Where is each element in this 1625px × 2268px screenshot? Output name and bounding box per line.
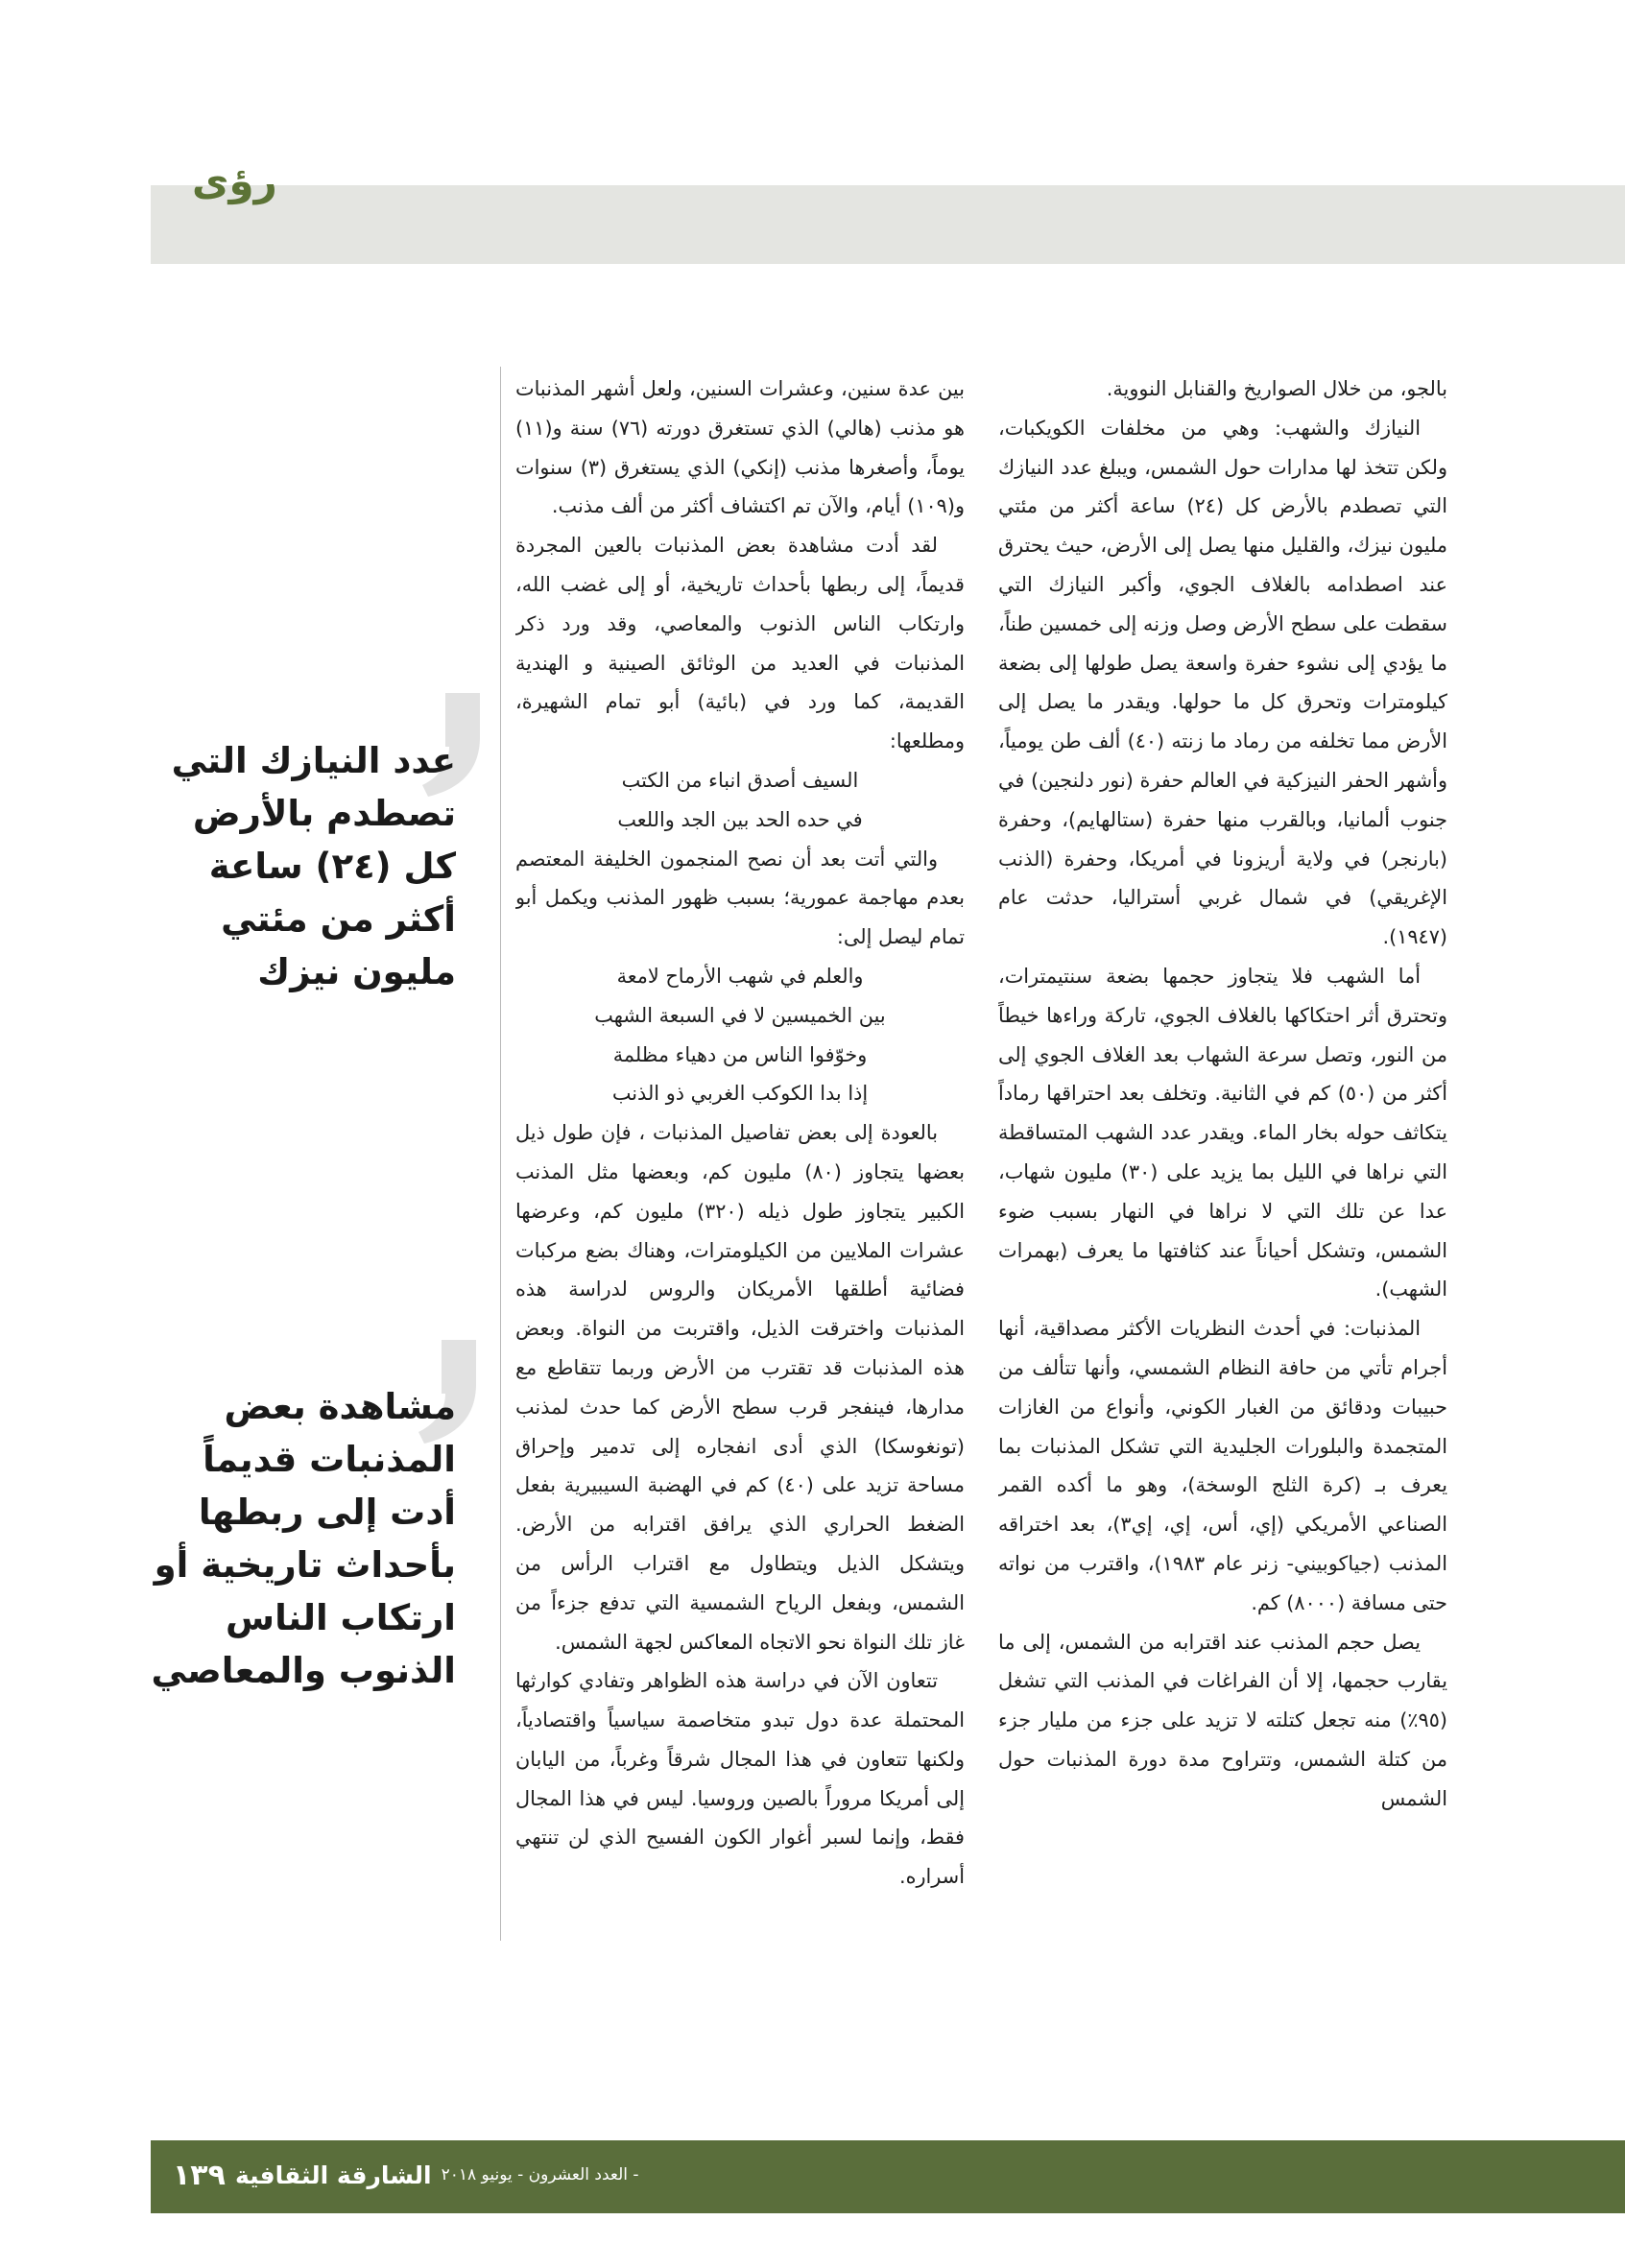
poem-verse: السيف أصدق انباء من الكتب (621, 768, 859, 792)
poem-verse: والعلم في شهب الأرماح لامعة (616, 964, 864, 988)
article-column-middle (515, 370, 965, 1929)
page-number: ١٣٩ (173, 2158, 226, 2192)
paragraph: يصل حجم المذنب عند اقترابه من الشمس، إلى ما يقارب حجمها، إلا أن الفراغات في المذنب التي تشغل (٩٥٪) منه تجعل كتلته لا تزيد على جزء من مليار جزء من كتلة الشمس، وتتراوح مدة دورة المذنبات حول الشمس (998, 1630, 1447, 1810)
paragraph: بين عدة سنين، وعشرات السنين، ولعل أشهر المذنبات هو مذنب (هالي) الذي تستغرق دورته (٧٦) سنة و(١١) يوماً، وأصغرها مذنب (إنكي) الذي يستغرق (٣) سنوات و(١٠٩) أيام، والآن تم اكتشاف أكثر من ألف مذنب. (515, 377, 965, 518)
paragraph: لقد أدت مشاهدة بعض المذنبات بالعين المجردة قديماً، إلى ربطها بأحداث تاريخية، أو إلى غضب الله، وارتكاب الناس الذنوب والمعاصي، وقد ورد ذكر المذنبات في العديد من الوثائق الصينية و الهندية القديمة، كما ورد في (بائية) أبو تمام الشهيرة، ومطلعها: (515, 534, 965, 753)
column-divider (500, 367, 501, 1941)
pull-quote: مشاهدة بعض المذنبات قديماً أدت إلى ربطها بأحداث تاريخية أو ارتكاب الناس الذنوب والمعاصي (151, 1386, 456, 1691)
poem-verse: في حده الحد بين الجد واللعب (617, 807, 863, 831)
paragraph: بالجو، من خلال الصواريخ والقنابل النووية. (1106, 377, 1447, 400)
section-label: رؤى (192, 157, 277, 204)
issue-label: العدد العشرون - يونيو ٢٠١٨ - (441, 2165, 639, 2184)
paragraph: النيازك والشهب: وهي من مخلفات الكويكبات، ولكن تتخذ لها مدارات حول الشمس، ويبلغ عدد النيازك التي تصطدم بالأرض كل (٢٤) ساعة أكثر من مئتي مليون نيزك، والقليل منها يصل إلى الأرض، حيث يحترق عند اصطدامه بالغلاف الجوي، وأكبر النيازك التي سقطت على سطح الأرض وصل وزنه إلى خمسين طناً، ما يؤدي إلى نشوء حفرة واسعة يصل طولها إلى بضعة كيلومترات وتحرق كل ما حولها. ويقدر ما يصل إلى الأرض مما تخلفه من رماد ما زنته (٤٠) ألف طن يومياً، وأشهر الحفر النيزكية في العالم حفرة (نور دلنجين) في جنوب ألمانيا، وبالقرب منها حفرة (ستالهايم)، وحفرة (بارنجر) في ولاية أريزونا في أمريكا، وحفرة (الذنب الإغريقي) في شمال غربي أستراليا، حدثت عام (١٩٤٧). (998, 416, 1447, 949)
article-column-right (998, 370, 1447, 1929)
paragraph: والتي أتت بعد أن نصح المنجمون الخليفة المعتصم بعدم مهاجمة عمورية؛ بسبب ظهور المذنب ويكمل أبو تمام ليصل إلى: (515, 847, 965, 949)
paragraph: تتعاون الآن في دراسة هذه الظواهر وتفادي كوارثها المحتملة عدة دول تبدو متخاصمة سياسياً واقتصادياً، ولكنها تتعاون في هذا المجال شرقاً وغرباً، من اليابان إلى أمريكا مروراً بالصين وروسيا. ليس في هذا المجال فقط، وإنما لسبر أغوار الكون الفسيح الذي لن تنتهي أسراره. (515, 1669, 965, 1889)
pull-quote: عدد النيازك التي تصطدم بالأرض كل (٢٤) ساعة أكثر من مئتي مليون نيزك (171, 740, 456, 992)
footer-info (173, 2154, 639, 2196)
poem-verse: وخوّفوا الناس من دهياء مظلمة (612, 1042, 868, 1066)
paragraph: بالعودة إلى بعض تفاصيل المذنبات ، فإن طول ذيل بعضها يتجاوز (٨٠) مليون كم، وبعضها مثل المذنب الكبير يتجاوز طول ذيله (٣٢٠) مليون كم، وعرضها عشرات الملايين من الكيلومترات، وهناك بضع مركبات فضائية أطلقها الأمريكان والروس لدراسة هذه المذنبات واخترقت الذيل، واقتربت من النواة. وبعض هذه المذنبات قد تقترب من الأرض وربما تتقاطع مع مدارها، فينفجر قرب سطح الأرض كما حدث لمذنب (تونغوسكا) الذي أدى انفجاره إلى تدمير وإحراق مساحة تزيد على (٤٠) كم في الهضبة السيبيرية بفعل الضغط الحراري الذي يرافق اقترابه من الأرض. ويتشكل الذيل ويتطاول مع اقتراب الرأس من الشمس، وبفعل الرياح الشمسية التي تدفع جزءاً من غاز تلك النواة نحو الاتجاه المعاكس لجهة الشمس. (515, 1121, 965, 1654)
paragraph: أما الشهب فلا يتجاوز حجمها بضعة سنتيمترات، وتحترق أثر احتكاكها بالغلاف الجوي، تاركة وراءها خيطاً من النور، وتصل سرعة الشهاب بعد الغلاف الجوي إلى أكثر من (٥٠) كم في الثانية. وتخلف بعد احتراقها رماداً يتكاثف حوله بخار الماء. ويقدر عدد الشهب المتساقطة التي نراها في الليل بما يزيد على (٣٠) مليون شهاب، عدا عن تلك التي لا نراها في النهار بسبب ضوء الشمس، وتشكل أحياناً عند كثافتها ما يعرف (بهمرات الشهب). (998, 964, 1447, 1301)
magazine-logo: الشارقة الثقافية (234, 2161, 432, 2189)
poem-verse: بين الخميسين لا في السبعة الشهب (594, 1003, 886, 1027)
paragraph: المذنبات: في أحدث النظريات الأكثر مصداقية، أنها أجرام تأتي من حافة النظام الشمسي، وأنها تتألف من حبيبات ودقائق من الغبار الكوني، وأنواع من الغازات المتجمدة والبلورات الجليدية التي تشكل المذنبات بما يعرف بـ (كرة الثلج الوسخة)، وهو ما أكده القمر الصناعي الأمريكي (إي، أس، إي، إي٣)، بعد اختراقه المذنب (جياكوبيني- زنر عام ١٩٨٣)، واقترب من نواته حتى مسافة (٨٠٠٠) كم. (998, 1317, 1447, 1614)
poem-verse: إذا بدا الكوكب الغربي ذو الذنب (611, 1082, 869, 1106)
header-band (151, 185, 1625, 264)
